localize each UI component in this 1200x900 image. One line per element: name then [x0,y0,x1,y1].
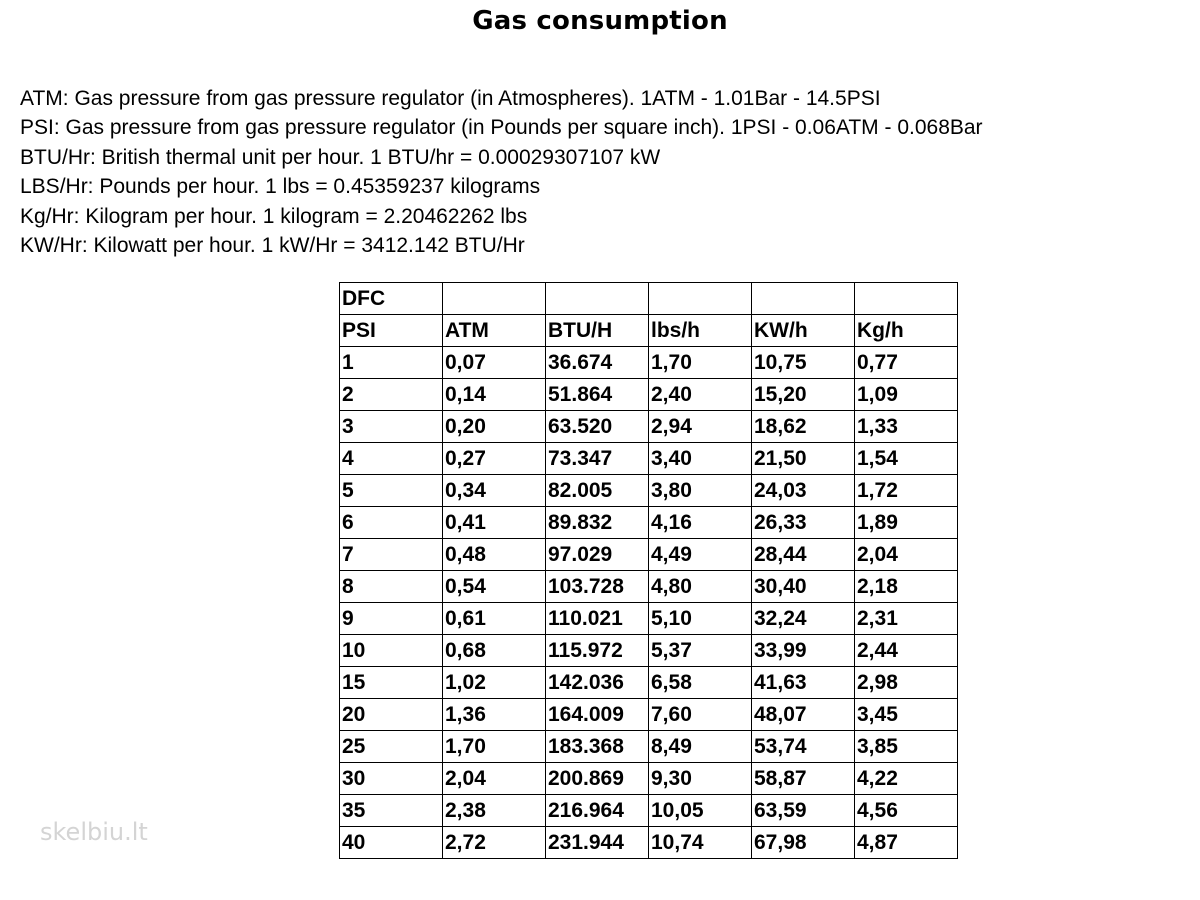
table-cell: 10,74 [649,827,752,859]
table-cell: 97.029 [546,539,649,571]
table-cell: DFC [340,283,443,315]
table-cell: 4,16 [649,507,752,539]
table-cell: 4,49 [649,539,752,571]
table-cell: 2,44 [855,635,958,667]
table-cell: 41,63 [752,667,855,699]
table-cell: 0,14 [443,379,546,411]
table-cell: 3,40 [649,443,752,475]
table-row [340,699,958,731]
table-cell: 3 [340,411,443,443]
table-cell [546,283,649,315]
table-cell: 1,36 [443,699,546,731]
table-cell: 8,49 [649,731,752,763]
table-cell: 7 [340,539,443,571]
definition-lbs: LBS/Hr: Pounds per hour. 1 lbs = 0.45359237 kilograms [20,175,541,199]
table-cell: 33,99 [752,635,855,667]
table-caption-row [340,283,958,315]
table-cell: 10,05 [649,795,752,827]
table-row [340,795,958,827]
table-cell: 2,18 [855,571,958,603]
table-cell: 6 [340,507,443,539]
table-cell: 32,24 [752,603,855,635]
table-cell: 48,07 [752,699,855,731]
table-cell: 2,04 [443,763,546,795]
table-cell: 2,04 [855,539,958,571]
table-cell: 0,27 [443,443,546,475]
table-cell: 5,37 [649,635,752,667]
table-cell: 0,77 [855,347,958,379]
table-cell: 1,89 [855,507,958,539]
table-cell: 0,54 [443,571,546,603]
table-row [340,443,958,475]
table-cell: 5,10 [649,603,752,635]
table-cell: 30 [340,763,443,795]
table-cell: 4 [340,443,443,475]
table-cell: 0,34 [443,475,546,507]
table-cell: 53,74 [752,731,855,763]
table-cell: Kg/h [855,315,958,347]
table-cell: 21,50 [752,443,855,475]
table-cell [752,283,855,315]
table-row [340,603,958,635]
table-cell: ATM [443,315,546,347]
table-cell: 89.832 [546,507,649,539]
table-cell: PSI [340,315,443,347]
table-cell: 3,45 [855,699,958,731]
table-cell [649,283,752,315]
unit-definitions [20,84,983,260]
table-cell: 4,87 [855,827,958,859]
table-cell: 1,02 [443,667,546,699]
table-cell: 1,33 [855,411,958,443]
table-cell: 115.972 [546,635,649,667]
table-cell: 9,30 [649,763,752,795]
table-cell: 2,72 [443,827,546,859]
table-cell: 28,44 [752,539,855,571]
table-cell: lbs/h [649,315,752,347]
table-cell: 0,61 [443,603,546,635]
table-cell: 67,98 [752,827,855,859]
page-title: Gas consumption [472,6,728,36]
table-cell: 0,20 [443,411,546,443]
table-cell: 58,87 [752,763,855,795]
table-cell: 73.347 [546,443,649,475]
table-cell: 26,33 [752,507,855,539]
table-cell: 0,07 [443,347,546,379]
table-cell: 15 [340,667,443,699]
table-cell: 24,03 [752,475,855,507]
table-cell: 4,22 [855,763,958,795]
definition-atm: ATM: Gas pressure from gas pressure regulator (in Atmospheres). 1ATM - 1.01Bar - 14.5PSI [20,87,881,110]
table-row [340,507,958,539]
table-cell: 110.021 [546,603,649,635]
table-cell: 3,80 [649,475,752,507]
table-cell: 9 [340,603,443,635]
table-cell [443,283,546,315]
definition-kw: KW/Hr: Kilowatt per hour. 1 kW/Hr = 3412.142 BTU/Hr [20,234,525,258]
table-cell: 63,59 [752,795,855,827]
table-cell: 51.864 [546,379,649,411]
table-cell: 2,38 [443,795,546,827]
table-cell: 6,58 [649,667,752,699]
table-cell: 63.520 [546,411,649,443]
table-cell: 3,85 [855,731,958,763]
definition-btu: BTU/Hr: British thermal unit per hour. 1 BTU/hr = 0.00029307107 kW [20,145,661,169]
table-cell: 7,60 [649,699,752,731]
table-cell: 10 [340,635,443,667]
table-cell: 2,31 [855,603,958,635]
table-cell: 1,72 [855,475,958,507]
table-row [340,731,958,763]
table-row [340,763,958,795]
table-cell: 1,70 [443,731,546,763]
table-cell: 4,80 [649,571,752,603]
table-cell: 0,41 [443,507,546,539]
table-cell: 231.944 [546,827,649,859]
table-cell: 183.368 [546,731,649,763]
table-cell: 200.869 [546,763,649,795]
table-cell: 0,68 [443,635,546,667]
table-cell: 1,54 [855,443,958,475]
table-cell: 25 [340,731,443,763]
table-cell: 164.009 [546,699,649,731]
table-cell: 30,40 [752,571,855,603]
definition-kg: Kg/Hr: Kilogram per hour. 1 kilogram = 2.20462262 lbs [20,204,528,228]
gas-consumption-table [339,282,958,859]
table-cell: 4,56 [855,795,958,827]
table-cell: 40 [340,827,443,859]
table-row [340,411,958,443]
definition-psi: PSI: Gas pressure from gas pressure regulator (in Pounds per square inch). 1PSI - 0.06ATM - 0.068Bar [20,116,983,140]
watermark: skelbiu.lt [40,818,148,846]
table-row [340,635,958,667]
table-row [340,475,958,507]
table-cell: 8 [340,571,443,603]
table-cell: 1,70 [649,347,752,379]
table-row [340,539,958,571]
table-cell: 5 [340,475,443,507]
table-cell: 1 [340,347,443,379]
table-cell: 2,98 [855,667,958,699]
table-cell: 15,20 [752,379,855,411]
table-cell [855,283,958,315]
table-header-row [340,315,958,347]
table-cell: KW/h [752,315,855,347]
table-cell: 1,09 [855,379,958,411]
table-cell: 35 [340,795,443,827]
table-row [340,827,958,859]
table-cell: BTU/H [546,315,649,347]
table-cell: 10,75 [752,347,855,379]
table-row [340,347,958,379]
table-cell: 2 [340,379,443,411]
table-cell: 216.964 [546,795,649,827]
table-row [340,571,958,603]
table-cell: 2,94 [649,411,752,443]
table-cell: 36.674 [546,347,649,379]
table-cell: 82.005 [546,475,649,507]
table-cell: 142.036 [546,667,649,699]
table-cell: 2,40 [649,379,752,411]
table-cell: 20 [340,699,443,731]
table-cell: 103.728 [546,571,649,603]
table-row [340,667,958,699]
table-cell: 18,62 [752,411,855,443]
table-cell: 0,48 [443,539,546,571]
table-row [340,379,958,411]
